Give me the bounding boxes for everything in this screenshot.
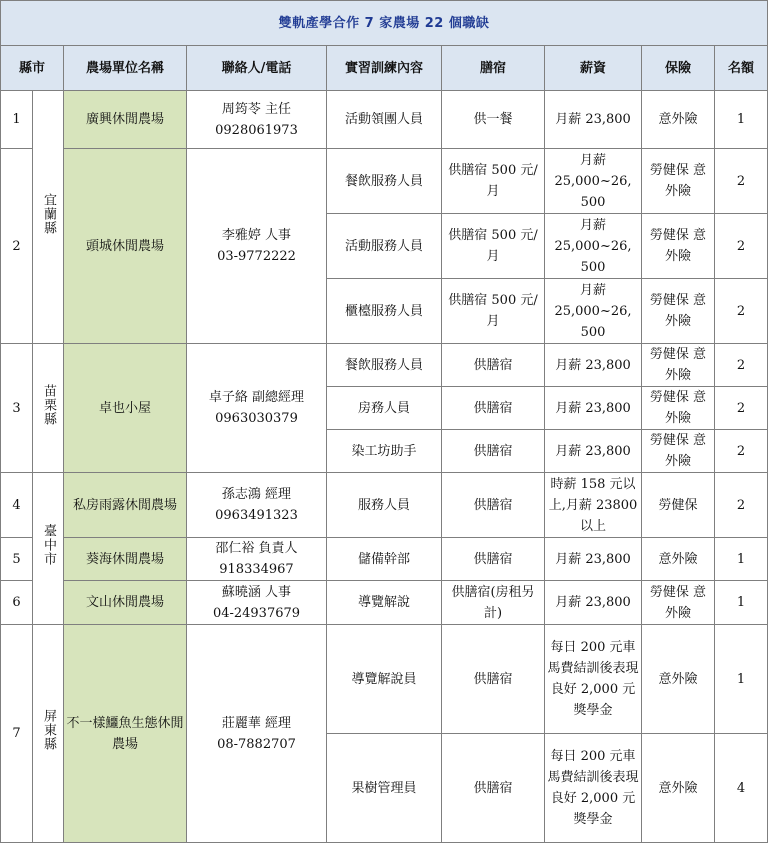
contact-phone: 0963030379 [215,411,298,426]
job-lodging: 供膳宿 500 元/月 [442,149,545,214]
farm-name: 文山休閒農場 [64,581,187,625]
header-quota: 名額 [715,46,768,91]
job-lodging: 供膳宿 [442,387,545,430]
contact-name: 蘇曉涵 人事 [221,584,292,600]
table-row [1,91,768,149]
farm-name: 私房雨露休閒農場 [64,473,187,538]
job-insurance: 勞健保 [642,473,715,538]
job-lodging: 供膳宿 500 元/月 [442,214,545,279]
job-content: 房務人員 [327,387,442,430]
county-name: 屏東縣 [41,709,56,751]
job-insurance: 勞健保 意外險 [642,344,715,387]
job-content: 導覽解說員 [327,625,442,734]
row-number: 3 [1,344,33,473]
job-quota: 1 [715,538,768,581]
header-lodging: 膳宿 [442,46,545,91]
contact-cell [187,149,327,344]
contact-phone: 0963491323 [215,508,298,523]
job-lodging: 供膳宿 [442,473,545,538]
job-insurance: 勞健保 意外險 [642,279,715,344]
job-quota: 2 [715,430,768,473]
contact-name: 李雅婷 人事 [221,228,292,243]
job-quota: 4 [715,734,768,843]
job-content: 活動領團人員 [327,91,442,149]
farm-name: 卓也小屋 [64,344,187,473]
job-insurance: 意外險 [642,734,715,843]
job-insurance: 勞健保 意外險 [642,430,715,473]
table-title: 雙軌產學合作 7 家農場 22 個職缺 [1,1,768,46]
job-salary: 月薪 25,000~26, 500 [545,279,642,344]
county-cell [33,473,64,625]
contact-phone: 0928061973 [215,122,298,138]
job-content: 餐飲服務人員 [327,149,442,214]
job-salary: 月薪 23,800 [545,538,642,581]
job-insurance: 勞健保 意外險 [642,387,715,430]
job-insurance: 意外險 [642,538,715,581]
job-salary: 月薪 25,000~26, 500 [545,214,642,279]
job-salary: 月薪 23,800 [545,344,642,387]
job-insurance: 勞健保 意外險 [642,581,715,625]
county-cell [33,91,64,344]
job-lodging: 供膳宿 [442,430,545,473]
table-row [1,625,768,734]
contact-cell [187,344,327,473]
contact-phone: 918334967 [219,562,294,577]
job-content: 導覽解說 [327,581,442,625]
header-county: 縣市 [1,46,64,91]
job-lodging: 供膳宿 [442,344,545,387]
row-number: 1 [1,91,33,149]
county-cell [33,625,64,843]
row-number: 2 [1,149,33,344]
county-cell [33,344,64,473]
county-name: 宜蘭縣 [41,192,56,235]
job-insurance: 意外險 [642,625,715,734]
job-lodging: 供膳宿 [442,538,545,581]
contact-name: 孫志鴻 經理 [221,487,292,502]
job-quota: 2 [715,344,768,387]
farm-name: 廣興休閒農場 [64,91,187,149]
header-contact: 聯絡人/電話 [187,46,327,91]
job-quota: 2 [715,214,768,279]
job-quota: 2 [715,387,768,430]
job-salary: 月薪 23,800 [545,91,642,149]
county-name: 苗栗縣 [41,383,56,426]
farm-name: 葵海休閒農場 [64,538,187,581]
job-lodging: 供膳宿 [442,734,545,843]
header-insurance: 保險 [642,46,715,91]
job-insurance: 意外險 [642,91,715,149]
job-salary: 月薪 23,800 [545,581,642,625]
row-number: 4 [1,473,33,538]
farm-name: 頭城休閒農場 [64,149,187,344]
table-row [1,581,768,625]
job-quota: 1 [715,581,768,625]
contact-cell [187,91,327,149]
job-salary: 每日 200 元車馬費結訓後表現良好 2,000 元獎學金 [545,734,642,843]
table-row [1,149,768,214]
job-salary: 每日 200 元車馬費結訓後表現良好 2,000 元獎學金 [545,625,642,734]
row-number: 7 [1,625,33,843]
job-insurance: 勞健保 意外險 [642,149,715,214]
job-lodging: 供膳宿(房租另計) [442,581,545,625]
job-salary: 時薪 158 元以上,月薪 23800 以上 [545,473,642,538]
job-lodging: 供膳宿 [442,625,545,734]
contact-cell [187,473,327,538]
job-content: 活動服務人員 [327,214,442,279]
contact-name: 卓子絡 副總經理 [208,390,305,405]
job-lodging: 供一餐 [442,91,545,149]
header-salary: 薪資 [545,46,642,91]
table-row [1,538,768,581]
row-number: 6 [1,581,33,625]
job-salary: 月薪 25,000~26, 500 [545,149,642,214]
job-content: 服務人員 [327,473,442,538]
job-quota: 1 [715,91,768,149]
job-salary: 月薪 23,800 [545,387,642,430]
contact-name: 邵仁裕 負責人 [215,541,298,556]
contact-cell [187,538,327,581]
header-row [1,46,768,91]
job-quota: 2 [715,279,768,344]
farm-name: 不一樣鱷魚生態休閒農場 [64,625,187,843]
job-quota: 2 [715,149,768,214]
table-row [1,473,768,538]
job-quota: 2 [715,473,768,538]
job-content: 餐飲服務人員 [327,344,442,387]
job-quota: 1 [715,625,768,734]
contact-name: 周筠苓 主任 [221,101,292,117]
contact-phone: 08-7882707 [217,736,296,752]
job-content: 儲備幹部 [327,538,442,581]
contact-phone: 03-9772222 [217,249,296,264]
header-content: 實習訓練內容 [327,46,442,91]
job-salary: 月薪 23,800 [545,430,642,473]
county-name: 臺中市 [41,524,56,566]
job-insurance: 勞健保 意外險 [642,214,715,279]
header-farm: 農場單位名稱 [64,46,187,91]
job-content: 果樹管理員 [327,734,442,843]
contact-cell [187,625,327,843]
table-row [1,344,768,387]
job-lodging: 供膳宿 500 元/月 [442,279,545,344]
contact-cell [187,581,327,625]
job-content: 染工坊助手 [327,430,442,473]
row-number: 5 [1,538,33,581]
contact-name: 莊麗華 經理 [221,715,292,731]
contact-phone: 04-24937679 [212,605,301,621]
job-content: 櫃檯服務人員 [327,279,442,344]
